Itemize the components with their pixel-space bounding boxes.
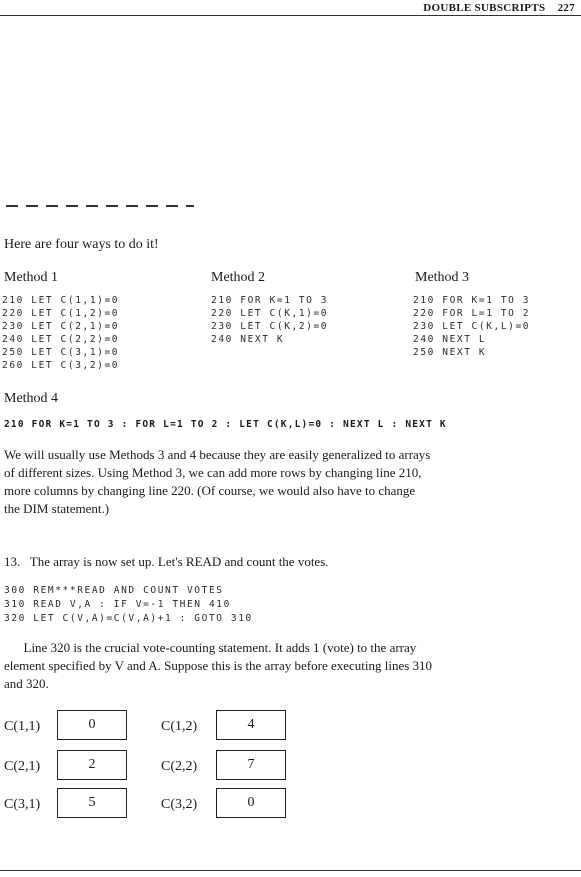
array-cell-value	[57, 710, 127, 740]
method-4-code: 210 FOR K=1 TO 3 : FOR L=1 TO 2 : LET C(K,L)=0 : NEXT L : NEXT K	[4, 419, 447, 430]
cell-value-text: 0	[247, 795, 255, 810]
code-line: 210 LET C(1,1)=0	[2, 295, 120, 306]
array-cell-value	[57, 750, 127, 780]
code-line: 250 NEXT K	[413, 347, 487, 358]
paragraph-line: and 320.	[4, 676, 49, 691]
cell-value-text: 5	[88, 795, 96, 810]
paragraph-line: the DIM statement.)	[4, 501, 110, 516]
method-1-title: Method 1	[4, 270, 59, 285]
cell-value-text: 2	[88, 757, 96, 772]
array-cell-label: C(2,2)	[161, 759, 198, 774]
array-cell-label: C(2,1)	[4, 759, 41, 774]
code-line: 220 LET C(1,2)=0	[2, 308, 120, 319]
method-4-title: Method 4	[4, 391, 59, 406]
paragraph-line: of different sizes. Using Method 3, we can add more rows by changing line 210,	[4, 465, 422, 480]
paragraph-line: more columns by changing line 220. (Of course, we would also have to change	[4, 483, 416, 498]
page-number: 227	[557, 2, 575, 14]
method-3-title: Method 3	[415, 270, 470, 285]
running-head-title: DOUBLE SUBSCRIPTS	[423, 2, 546, 14]
array-cell-value	[216, 788, 286, 818]
code-line: 240 NEXT L	[413, 334, 487, 345]
cell-value-text: 7	[247, 757, 255, 772]
running-head	[423, 2, 575, 14]
cell-value-text: 0	[88, 717, 96, 732]
footer-rule	[0, 870, 581, 871]
array-cell-value	[57, 788, 127, 818]
intro-text: Here are four ways to do it!	[4, 237, 159, 252]
code-line: 250 LET C(3,1)=0	[2, 347, 120, 358]
code-line: 210 FOR K=1 TO 3	[211, 295, 329, 306]
step-13-text: 13. The array is now set up. Let's READ and count the votes.	[4, 554, 329, 569]
code-line: 230 LET C(K,L)=0	[413, 321, 531, 332]
array-cell-label: C(3,1)	[4, 797, 41, 812]
paragraph-line: We will usually use Methods 3 and 4 because they are easily generalized to arrays	[4, 447, 431, 462]
array-cell-label: C(3,2)	[161, 797, 198, 812]
code-line: 210 FOR K=1 TO 3	[413, 295, 531, 306]
code-line: 230 LET C(K,2)=0	[211, 321, 329, 332]
code-line: 310 READ V,A : IF V=-1 THEN 410	[4, 599, 231, 610]
code-line: 260 LET C(3,2)=0	[2, 360, 120, 371]
code-line: 220 LET C(K,1)=0	[211, 308, 329, 319]
header-rule	[0, 15, 581, 16]
code-line: 230 LET C(2,1)=0	[2, 321, 120, 332]
code-line: 320 LET C(V,A)=C(V,A)+1 : GOTO 310	[4, 613, 253, 624]
paragraph-line: Line 320 is the crucial vote-counting statement. It adds 1 (vote) to the array	[4, 640, 417, 655]
dashed-separator	[6, 205, 194, 207]
paragraph-line: element specified by V and A. Suppose this is the array before executing lines 310	[4, 658, 433, 673]
array-cell-value	[216, 750, 286, 780]
method-2-title: Method 2	[211, 270, 266, 285]
array-cell-label: C(1,1)	[4, 719, 41, 734]
code-line: 220 FOR L=1 TO 2	[413, 308, 531, 319]
array-cell-label: C(1,2)	[161, 719, 198, 734]
code-line: 300 REM***READ AND COUNT VOTES	[4, 585, 224, 596]
array-cell-value	[216, 710, 286, 740]
cell-value-text: 4	[247, 717, 255, 732]
code-line: 240 NEXT K	[211, 334, 285, 345]
code-line: 240 LET C(2,2)=0	[2, 334, 120, 345]
